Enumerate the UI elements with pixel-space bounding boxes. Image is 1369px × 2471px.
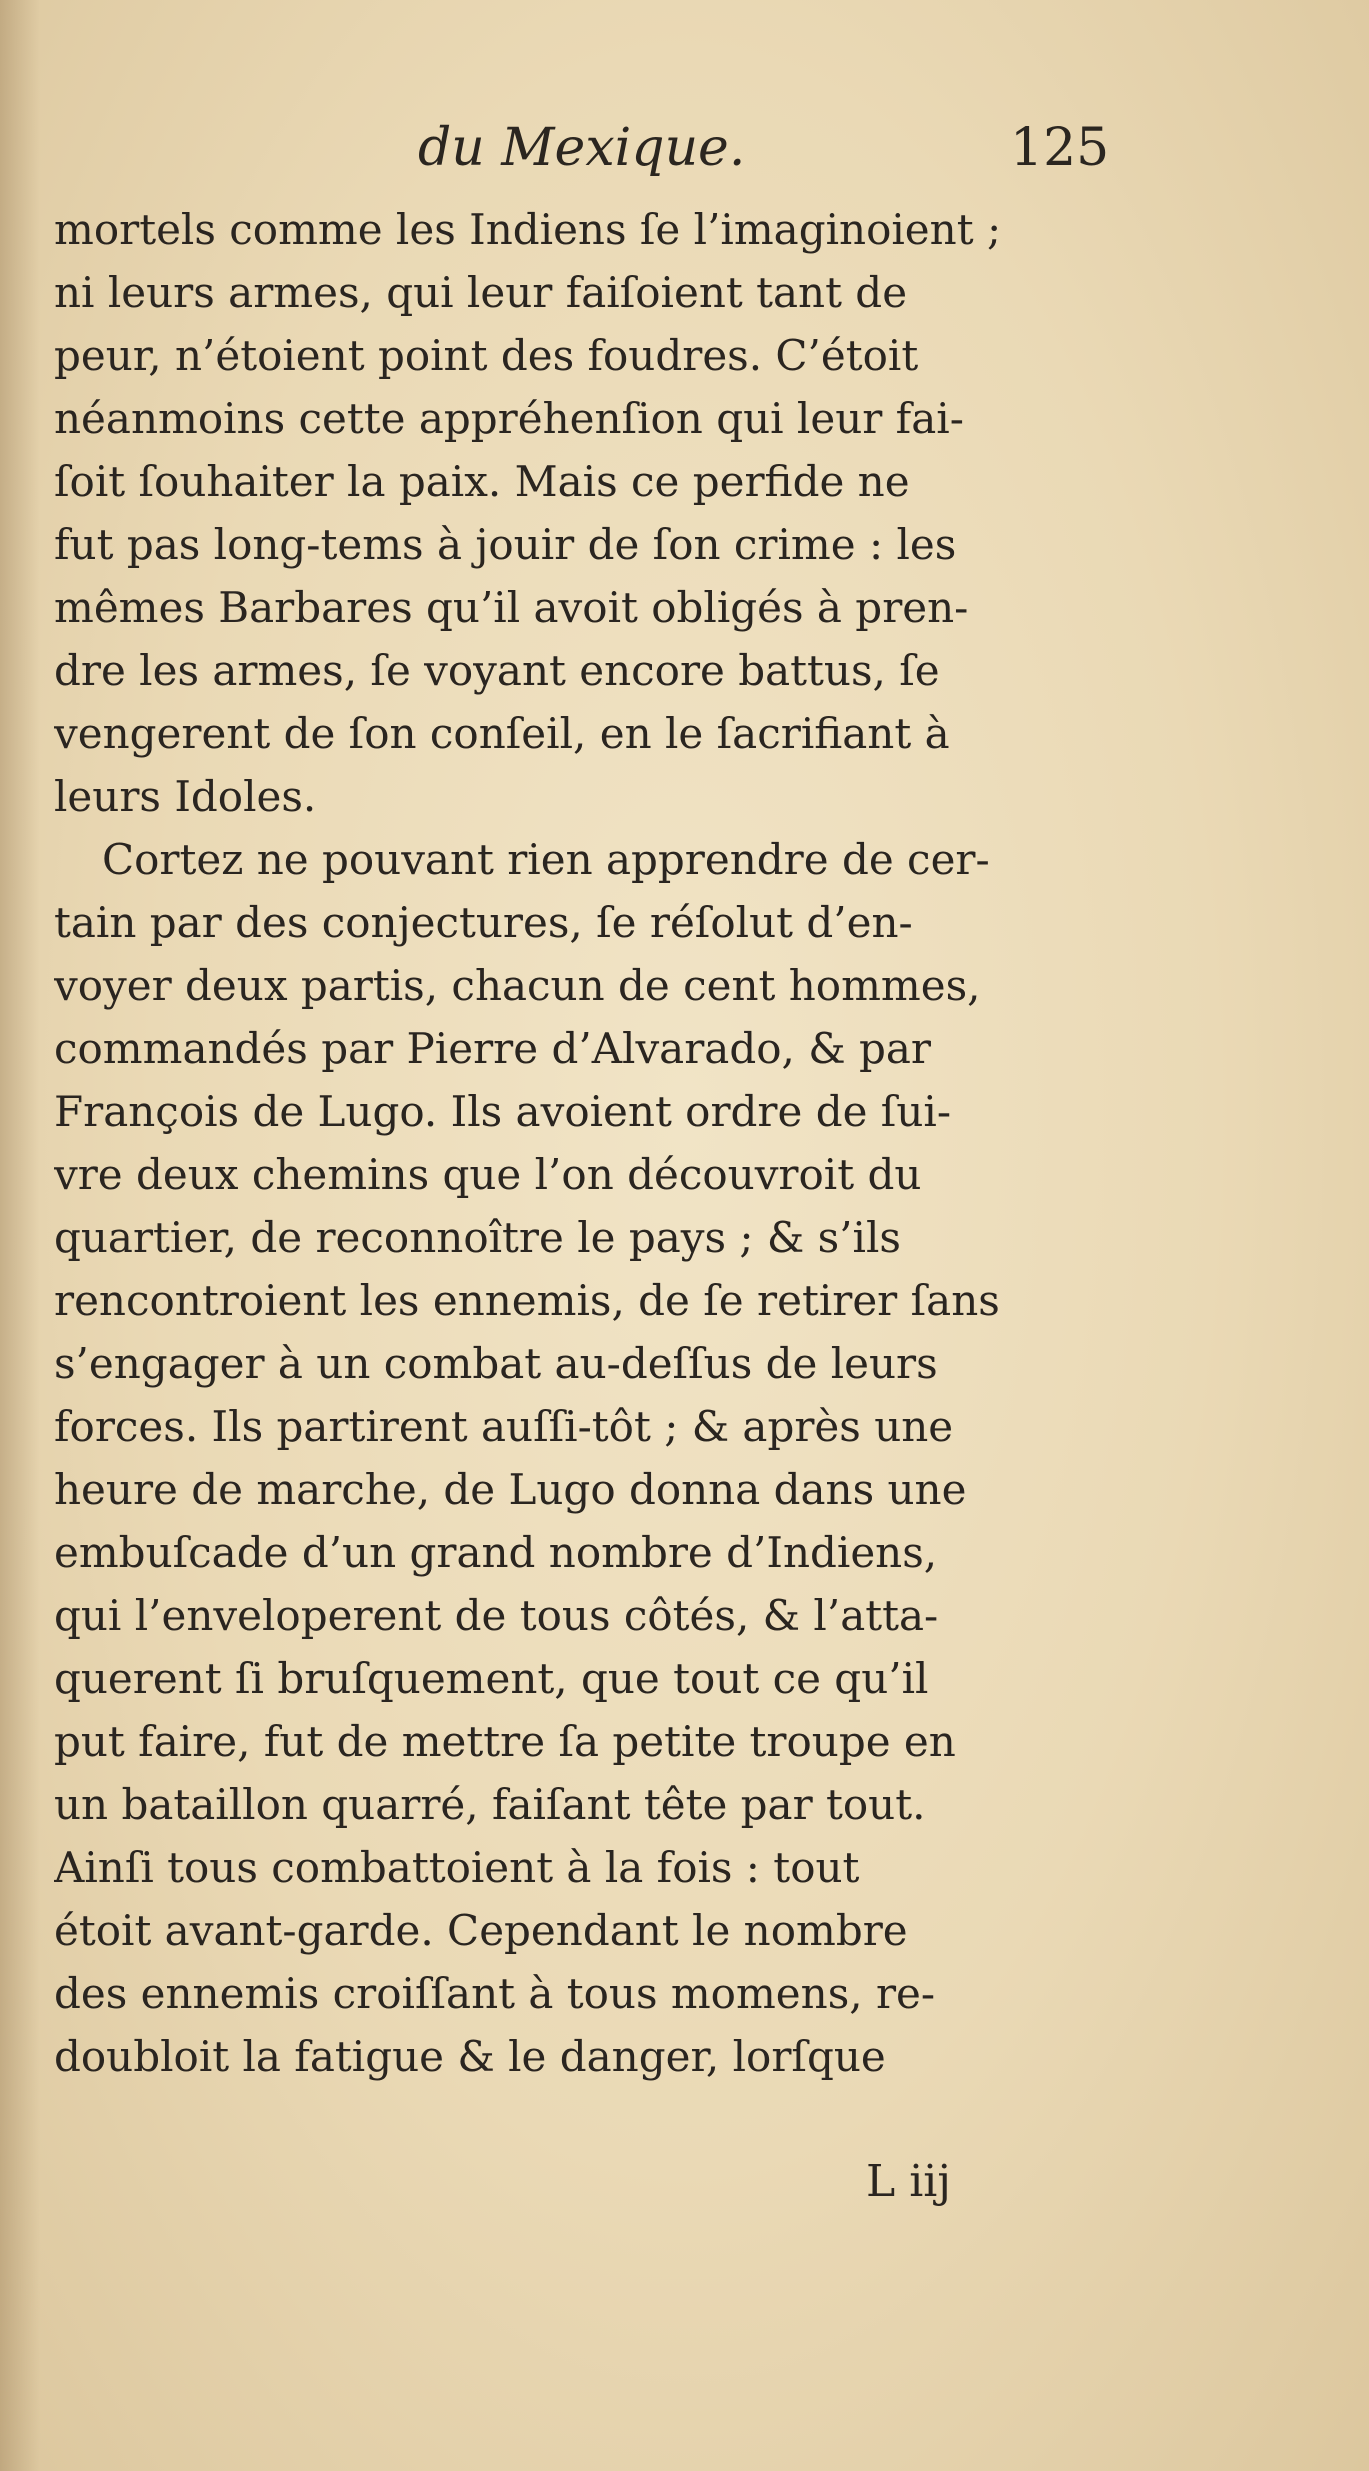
running-head: du Mexique. [418, 118, 746, 178]
text-line: quartier, de reconnoître le pays ; & s’ils [54, 1213, 901, 1262]
text-line: François de Lugo. Ils avoient ordre de ſui- [54, 1087, 952, 1136]
text-line: vre deux chemins que l’on découvroit du [54, 1150, 922, 1199]
text-line: étoit avant-garde. Cependant le nombre [54, 1906, 908, 1955]
text-line: dre les armes, ſe voyant encore battus, ſe [54, 646, 940, 695]
text-line: vengerent de ſon conſeil, en le ſacrifiant à [54, 709, 950, 758]
text-line: des ennemis croiſſant à tous momens, re- [54, 1969, 936, 2018]
text-line: un bataillon quarré, faiſant tête par tout. [54, 1780, 926, 1829]
text-line: tain par des conjectures, ſe réſolut d’en- [54, 898, 913, 947]
text-line: Ainſi tous combattoient à la fois : tout [54, 1843, 860, 1892]
text-line: doubloit la fatigue & le danger, lorſque [54, 2032, 886, 2081]
text-line: voyer deux partis, chacun de cent hommes, [54, 961, 981, 1010]
text-line: leurs Idoles. [54, 772, 317, 821]
page-header [0, 118, 1369, 198]
text-line: s’engager à un combat au-deſſus de leurs [54, 1339, 938, 1388]
page-number: 125 [1010, 118, 1110, 178]
paragraph-start-line: Cortez ne pouvant rien apprendre de cer- [102, 835, 990, 884]
text-line: ni leurs armes, qui leur faiſoient tant de [54, 268, 908, 317]
text-line: néanmoins cette appréhenſion qui leur fai- [54, 394, 964, 443]
body-text [54, 198, 1154, 2088]
text-line: commandés par Pierre d’Alvarado, & par [54, 1024, 931, 1073]
text-line: forces. Ils partirent auſſi-tôt ; & après une [54, 1402, 954, 1451]
signature-mark: L iij [866, 2156, 951, 2207]
text-line: heure de marche, de Lugo donna dans une [54, 1465, 967, 1514]
text-line: embuſcade d’un grand nombre d’Indiens, [54, 1528, 938, 1577]
text-line: ſoit ſouhaiter la paix. Mais ce perfide ne [54, 457, 910, 506]
text-line: rencontroient les ennemis, de ſe retirer ſans [54, 1276, 1000, 1325]
text-line: peur, n’étoient point des foudres. C’étoit [54, 331, 919, 380]
text-line: mortels comme les Indiens ſe l’imaginoient ; [54, 205, 1002, 254]
text-line: querent ſi bruſquement, que tout ce qu’il [54, 1654, 929, 1703]
text-line: fut pas long-tems à jouir de ſon crime : les [54, 520, 957, 569]
gutter-shadow [0, 0, 40, 2471]
text-line: qui l’enveloperent de tous côtés, & l’atta- [54, 1591, 939, 1640]
text-line: put faire, fut de mettre ſa petite troupe en [54, 1717, 956, 1766]
text-line: mêmes Barbares qu’il avoit obligés à pren- [54, 583, 969, 632]
